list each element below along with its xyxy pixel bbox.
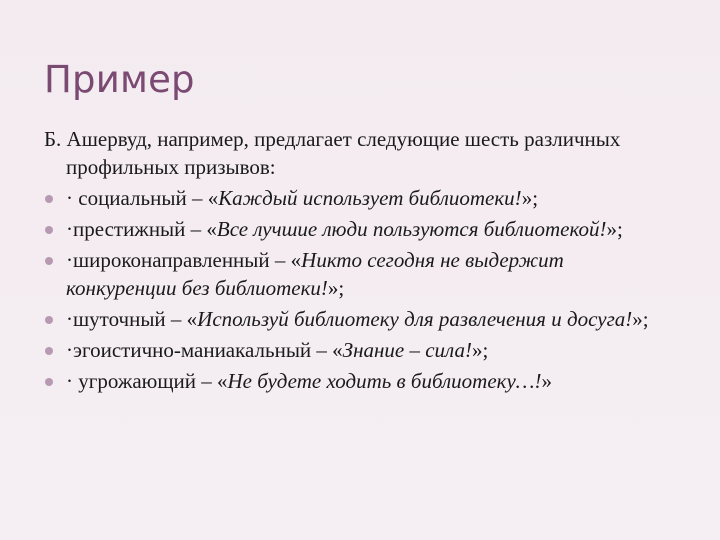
item-prefix: ·престижный – « [66,217,217,241]
item-quote: Все лучшие люди пользуются библиотекой! [216,217,607,241]
list-item [44,215,672,243]
intro-text: Б. Ашервуд, например, предлагает следующие шесть различных профильных призывов: [44,127,621,179]
appeal-list [44,184,672,395]
item-quote: Используй библиотеку для развлечения и досуга! [197,307,633,331]
item-prefix: ·эгоистично-маниакальный – « [66,338,343,362]
item-suffix: »; [606,217,623,241]
item-suffix: »; [632,307,649,331]
slide-title: Пример [44,58,195,101]
item-prefix: ·шуточный – « [66,307,198,331]
list-item [44,246,672,302]
list-item [44,305,672,333]
item-prefix: · социальный – « [66,186,219,210]
bullet-icon [45,226,53,234]
slide-body [44,125,672,398]
list-item [44,336,672,364]
bullet-icon [45,378,53,386]
bullet-icon [45,195,53,203]
list-item [44,184,672,212]
item-suffix: »; [471,338,489,362]
bullet-icon [45,316,53,324]
item-prefix: · угрожающий – « [66,369,228,393]
item-quote: Знание – сила! [342,338,472,362]
item-prefix: ·широконаправленный – « [66,248,302,272]
item-suffix: » [541,369,552,393]
item-quote: Каждый использует библиотеки! [218,186,522,210]
list-item [44,367,672,395]
item-quote: Никто сегодня не выдержит конкуренции без библиотеки! [66,248,564,300]
item-suffix: »; [327,276,345,300]
bullet-icon [45,257,53,265]
item-suffix: »; [521,186,539,210]
bullet-icon [45,347,53,355]
item-quote: Не будете ходить в библиотеку…! [227,369,542,393]
